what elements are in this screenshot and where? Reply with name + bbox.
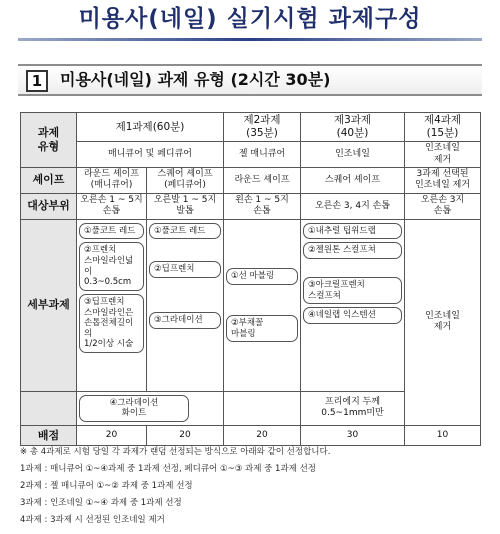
detail-task2-extra (224, 391, 301, 425)
note-line: 4과제 : 3과제 시 선정된 인조네일 제거 (20, 515, 165, 525)
note-line: 1과제 : 매니큐어 ①~④과제 중 1과제 선정, 페디큐어 ①~③ 과제 중 1과제 선정 (20, 464, 317, 474)
detail-item: ①내추럴 팁위드랩 (303, 223, 402, 240)
detail-item: ④네일랩 익스텐션 (303, 307, 402, 324)
target-cell: 오른손 1 ~ 5지 손톱 (77, 193, 147, 219)
task1-name: 제1과제(60분) (77, 113, 224, 142)
detail-task2 (224, 219, 301, 391)
detail-item: ②프렌치 스마일라인넓이 0.3~0.5cm (79, 242, 144, 291)
shape-label: 셰이프 (21, 167, 77, 193)
target-label: 대상부위 (21, 193, 77, 219)
target-cell: 왼손 1 ~ 5지 손톱 (224, 193, 301, 219)
detail-item: ③그라데이션 (149, 312, 221, 329)
score-cell: 20 (147, 426, 224, 446)
detail-task4: 인조네일 제거 (405, 219, 481, 425)
task2-name: 제2과제 (35분) (224, 113, 301, 142)
detail-task1-common-cell (77, 391, 224, 425)
section-header (18, 64, 482, 96)
task-table (20, 112, 481, 446)
note-line: ※ 총 4과제로 시험 당일 각 과제가 랜덤 선정되는 방식으로 아래와 같이 선정합니다. (20, 447, 331, 457)
detail-item: ①선 마블링 (226, 268, 298, 285)
shape-cell: 스퀘어 셰이프 (301, 167, 405, 193)
score-cell: 30 (301, 426, 405, 446)
target-cell: 오른손 3지 손톱 (405, 193, 481, 219)
note-line: 2과제 : 젤 매니큐어 ①~② 과제 중 1과제 선정 (20, 481, 193, 491)
target-cell: 오른발 1 ~ 5지 발톱 (147, 193, 224, 219)
task1-desc: 매니큐어 및 페디큐어 (77, 142, 224, 168)
detail-item: ②젤원톤 스컬프쳐 (303, 242, 402, 259)
detail-task1-hand (77, 219, 147, 391)
detail-item: ②딥프렌치 (149, 261, 221, 278)
shape-cell: 라운드 셰이프 (매니큐어) (77, 167, 147, 193)
task4-name: 제4과제 (15분) (405, 113, 481, 142)
score-cell: 20 (224, 426, 301, 446)
shape-cell: 3과제 선택된 인조네일 제거 (405, 167, 481, 193)
notes (20, 444, 480, 529)
detail-task3 (301, 219, 405, 391)
page-title: 미용사(네일) 실기시험 과제구성 (78, 6, 422, 32)
score-label: 배점 (21, 426, 77, 446)
row-head-type: 과제 유형 (21, 113, 77, 168)
note-line: 3과제 : 인조네일 ①~④ 과제 중 1과제 선정 (20, 498, 182, 508)
title-underline (18, 38, 482, 41)
task3-name: 제3과제 (40분) (301, 113, 405, 142)
detail-label-extra (21, 391, 77, 425)
shape-cell: 스퀘어 셰이프 (페디큐어) (147, 167, 224, 193)
target-cell: 오른손 3, 4지 손톱 (301, 193, 405, 219)
detail-item: ②부채꼴 마블링 (226, 315, 298, 342)
shape-cell: 라운드 셰이프 (224, 167, 301, 193)
task2-desc: 젤 매니큐어 (224, 142, 301, 168)
score-cell: 20 (77, 426, 147, 446)
detail-item: ③아크릴프렌치 스컬프쳐 (303, 277, 402, 304)
detail-label: 세부과제 (21, 219, 77, 391)
section-number: 1 (26, 70, 48, 92)
detail-item: ①풀코트 레드 (149, 223, 221, 240)
detail-task1-foot (147, 219, 224, 391)
detail-item: ①풀코트 레드 (79, 223, 144, 240)
detail-item: ④그라데이션 화이트 (79, 395, 189, 422)
task3-desc: 인조네일 (301, 142, 405, 168)
score-cell: 10 (405, 426, 481, 446)
detail-task3-extra: 프리에지 두께 0.5~1mm미만 (301, 391, 405, 425)
section-title: 미용사(네일) 과제 유형 (2시간 30분) (60, 70, 331, 89)
detail-item: ③딥프렌치 스마일라인은 손톱전체길이의 1/2이상 시술 (79, 294, 144, 353)
task4-desc: 인조네일 제거 (405, 142, 481, 168)
